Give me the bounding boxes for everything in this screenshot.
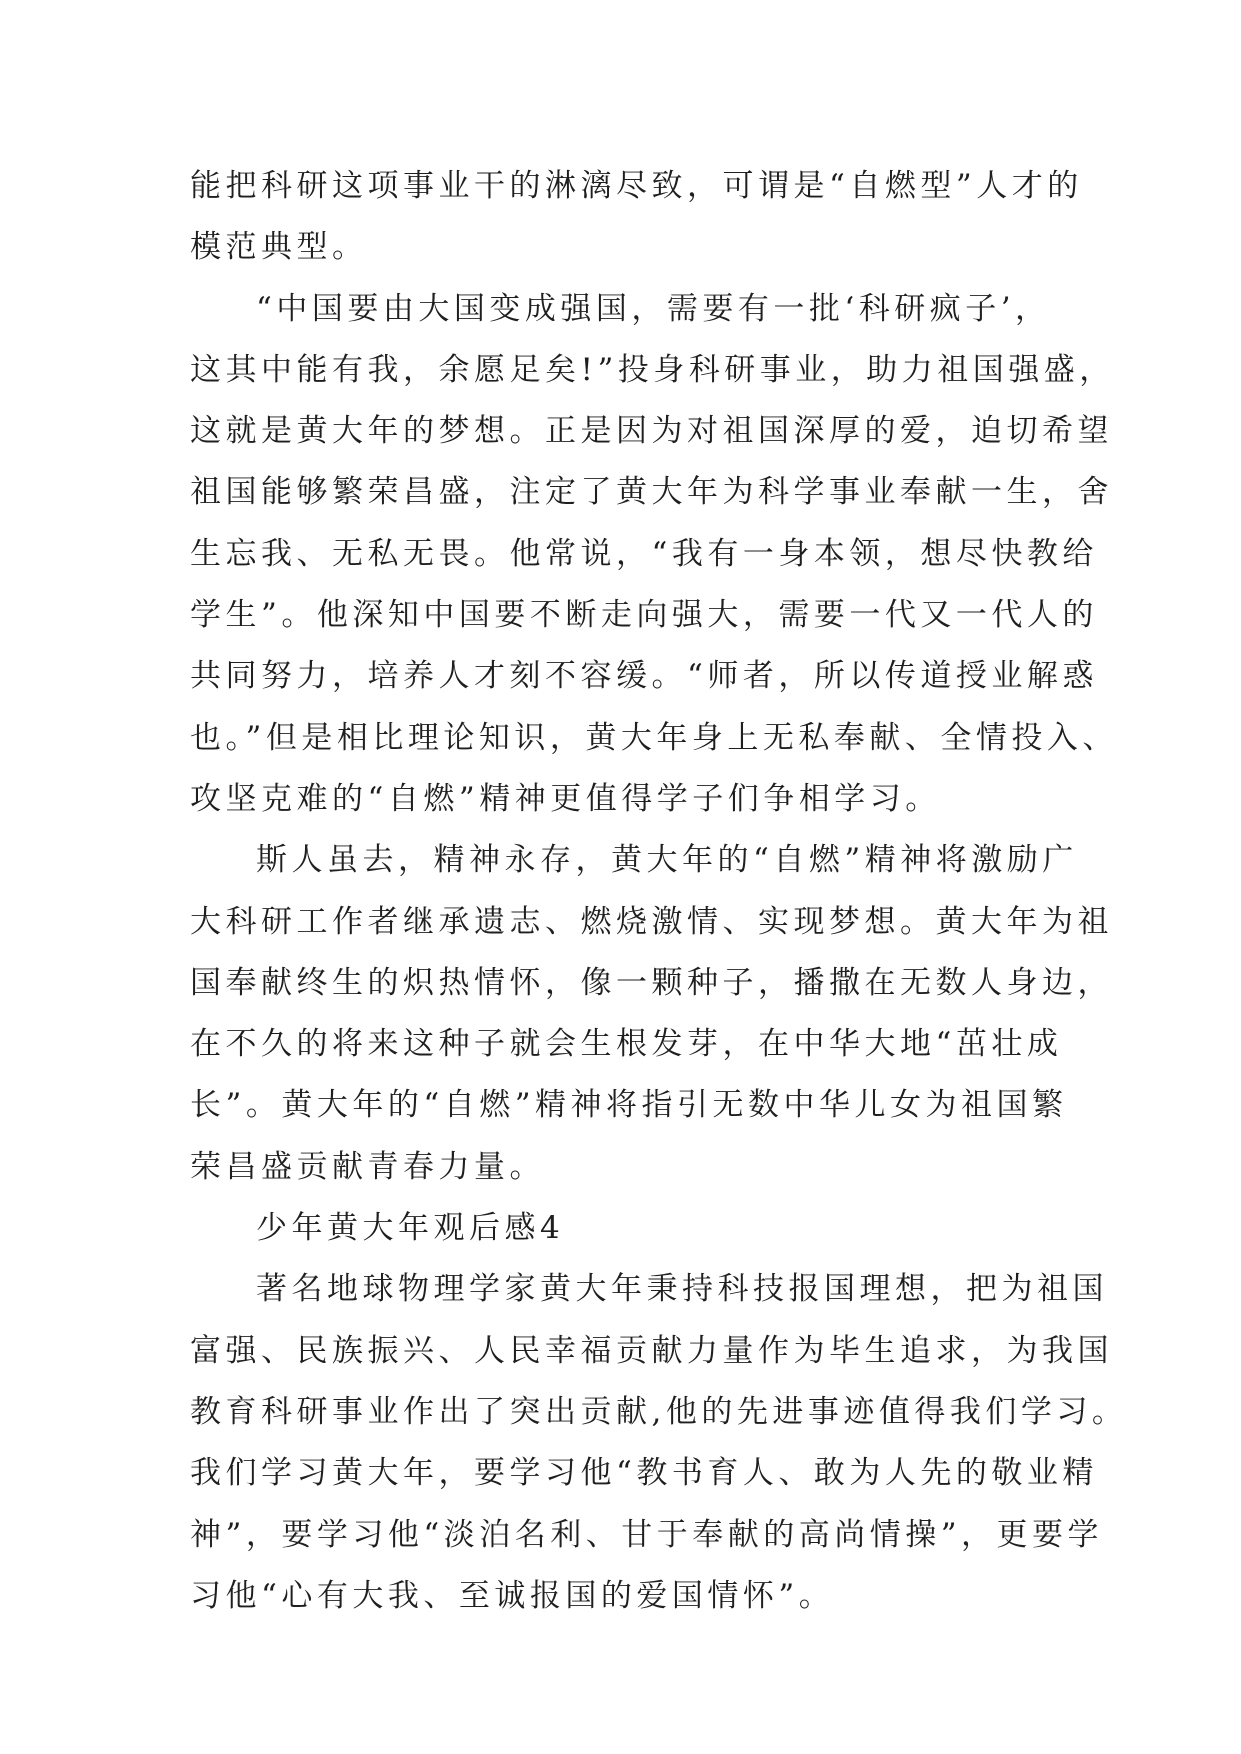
- text-line: 国奉献终生的炽热情怀，像一颗种子，播撒在无数人身边，: [190, 964, 1113, 1001]
- text-line: 共同努力，培养人才刻不容缓。“师者，所以传道授业解惑: [190, 658, 1098, 695]
- text-line: 我们学习黄大年，要学习他“教书育人、敢为人先的敬业精: [190, 1455, 1098, 1492]
- text-line: 富强、民族振兴、人民幸福贡献力量作为毕生追求，为我国: [190, 1332, 1113, 1369]
- paragraph-first-line: “中国要由大国变成强国，需要有一批‘科研疯子’，: [256, 290, 1051, 327]
- text-line: 教育科研事业作出了突出贡献,他的先进事迹值得我们学习。: [190, 1393, 1128, 1430]
- text-line: 攻坚克难的“自燃”精神更值得学子们争相学习。: [190, 780, 941, 817]
- text-line: 这就是黄大年的梦想。正是因为对祖国深厚的爱，迫切希望: [190, 413, 1113, 450]
- text-line: 祖国能够繁荣昌盛，注定了黄大年为科学事业奉献一生，舍: [190, 474, 1113, 511]
- paragraph-first-line: 斯人虽去，精神永存，黄大年的“自燃”精神将激励广: [256, 842, 1078, 879]
- text-line: 学生”。他深知中国要不断走向强大，需要一代又一代人的: [190, 597, 1098, 634]
- paragraph-first-line: 著名地球物理学家黄大年秉持科技报国理想，把为祖国: [256, 1271, 1108, 1308]
- text-line: 生忘我、无私无畏。他常说，“我有一身本领，想尽快教给: [190, 535, 1098, 572]
- text-line: 这其中能有我，余愿足矣!”投身科研事业，助力祖国强盛，: [190, 351, 1115, 388]
- text-line: 在不久的将来这种子就会生根发芽，在中华大地“茁壮成: [190, 1026, 1063, 1063]
- text-line: 模范典型。: [190, 229, 368, 266]
- text-line: 长”。黄大年的“自燃”精神将指引无数中华儿女为祖国繁: [190, 1087, 1068, 1124]
- text-line: 神”，要学习他“淡泊名利、甘于奉献的高尚情操”，更要学: [190, 1516, 1104, 1553]
- body-text: [190, 156, 1128, 1627]
- text-line: 大科研工作者继承遗志、燃烧激情、实现梦想。黄大年为祖: [190, 903, 1113, 940]
- text-line: 荣昌盛贡献青春力量。: [190, 1148, 545, 1185]
- text-line: 也。”但是相比理论知识，黄大年身上无私奉献、全情投入、: [190, 719, 1118, 756]
- text-line: 能把科研这项事业干的淋漓尽致，可谓是“自燃型”人才的: [190, 168, 1083, 204]
- text-line: 习他“心有大我、至诚报国的爱国情怀”。: [190, 1577, 835, 1614]
- section-heading: 少年黄大年观后感4: [256, 1210, 565, 1247]
